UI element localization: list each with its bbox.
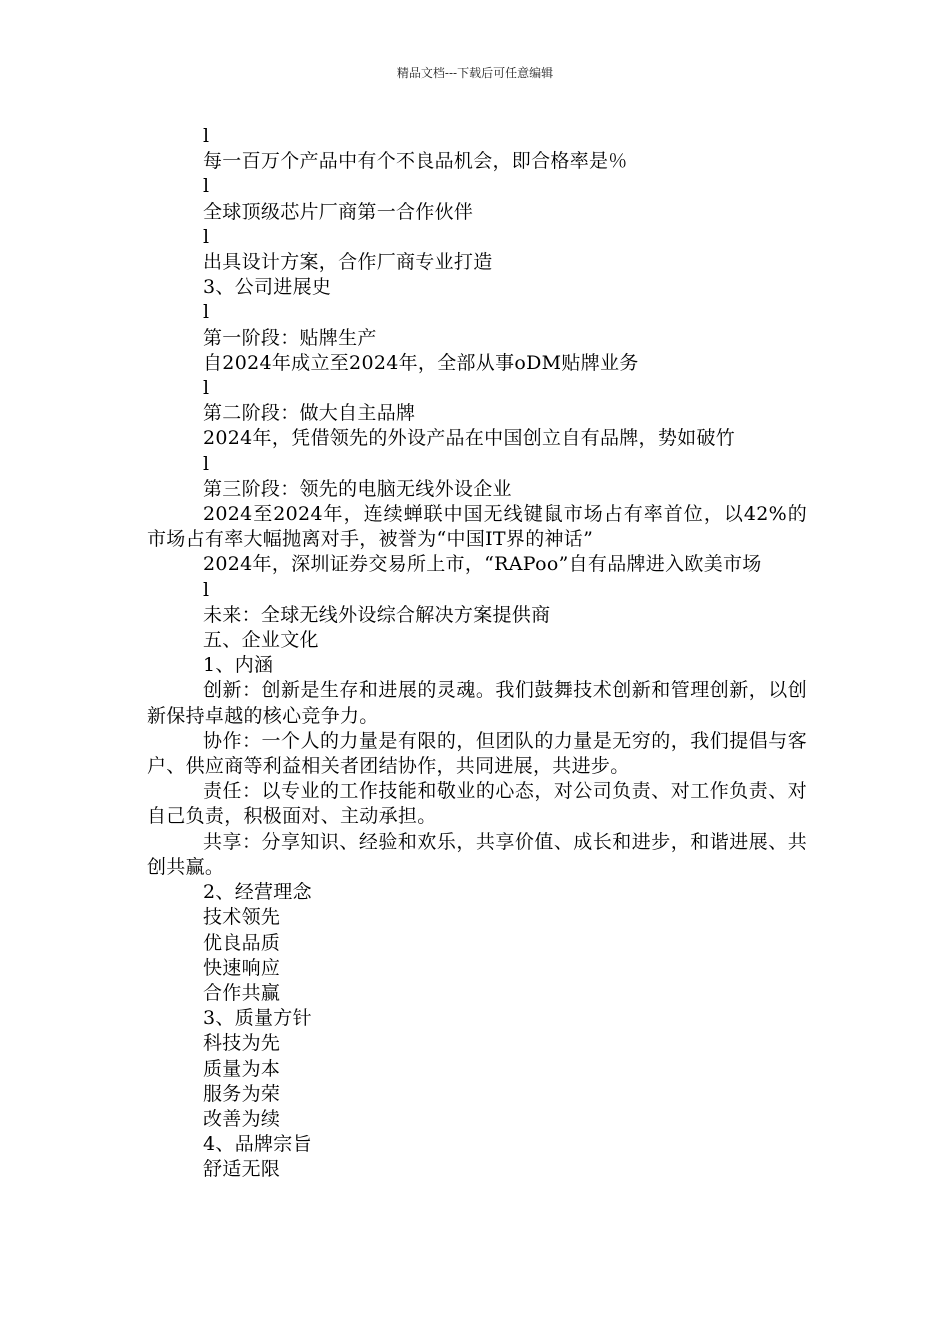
section-heading: 4、品牌宗旨 bbox=[203, 1133, 312, 1156]
list-item: 改善为续 bbox=[203, 1107, 281, 1130]
paragraph: 第三阶段：领先的电脑无线外设企业 bbox=[203, 477, 512, 500]
list-item: 合作共赢 bbox=[203, 981, 281, 1004]
list-item: 舒适无限 bbox=[203, 1158, 281, 1181]
paragraph: 未来：全球无线外设综合解决方案提供商 bbox=[203, 603, 551, 626]
list-item: 技术领先 bbox=[203, 906, 281, 929]
paragraph: 创新：创新是生存和进展的灵魂。我们鼓舞技术创新和管理创新，以创新保持卓越的核心竞争力。 bbox=[147, 679, 807, 727]
section-heading: 2、经营理念 bbox=[203, 881, 312, 904]
bullet-marker: l bbox=[203, 175, 210, 198]
bullet-marker: l bbox=[203, 452, 210, 475]
list-item: 科技为先 bbox=[203, 1032, 281, 1055]
paragraph: 2024年，凭借领先的外设产品在中国创立自有品牌，势如破竹 bbox=[203, 427, 736, 450]
section-heading: 3、公司进展史 bbox=[203, 276, 332, 299]
list-item: 优良品质 bbox=[203, 931, 281, 954]
bullet-marker: l bbox=[203, 225, 210, 248]
paragraph: 2024年，深圳证券交易所上市，“RAPoo”自有品牌进入欧美市场 bbox=[203, 553, 762, 576]
paragraph: 第一阶段：贴牌生产 bbox=[203, 326, 377, 349]
paragraph: 自2024年成立至2024年，全部从事oDM贴牌业务 bbox=[203, 351, 639, 374]
paragraph: 责任：以专业的工作技能和敬业的心态，对公司负责、对工作负责、对自己负责，积极面对、主动承担。 bbox=[147, 780, 807, 828]
page-header: 精品文档---下载后可任意编辑 bbox=[396, 66, 554, 80]
section-heading: 五、企业文化 bbox=[203, 629, 319, 652]
document-body bbox=[147, 124, 807, 1183]
paragraph: 协作：一个人的力量是有限的，但团队的力量是无穷的，我们提倡与客户、供应商等利益相关者团结协作，共同进展，共进步。 bbox=[147, 729, 807, 778]
list-item: 快速响应 bbox=[203, 956, 281, 979]
section-heading: 3、质量方针 bbox=[203, 1007, 312, 1030]
section-heading: 1、内涵 bbox=[203, 654, 274, 677]
bullet-marker: l bbox=[203, 301, 210, 324]
paragraph: 2024至2024年，连续蝉联中国无线键鼠市场占有率首位，以42%的市场占有率大幅抛离对手，被誉为“中国IT界的神话” bbox=[147, 503, 807, 551]
bullet-marker: l bbox=[203, 578, 210, 601]
paragraph: 共享：分享知识、经验和欢乐，共享价值、成长和进步，和谐进展、共创共赢。 bbox=[147, 830, 807, 878]
bullet-marker: l bbox=[203, 377, 210, 400]
list-item: 质量为本 bbox=[203, 1057, 281, 1080]
paragraph: 每一百万个产品中有个不良品机会，即合格率是％ bbox=[203, 150, 628, 173]
bullet-marker: l bbox=[203, 125, 210, 147]
list-item: 服务为荣 bbox=[203, 1082, 281, 1105]
paragraph: 第二阶段：做大自主品牌 bbox=[203, 402, 416, 425]
paragraph: 全球顶级芯片厂商第一合作伙伴 bbox=[203, 200, 474, 223]
paragraph: 出具设计方案，合作厂商专业打造 bbox=[203, 251, 493, 274]
